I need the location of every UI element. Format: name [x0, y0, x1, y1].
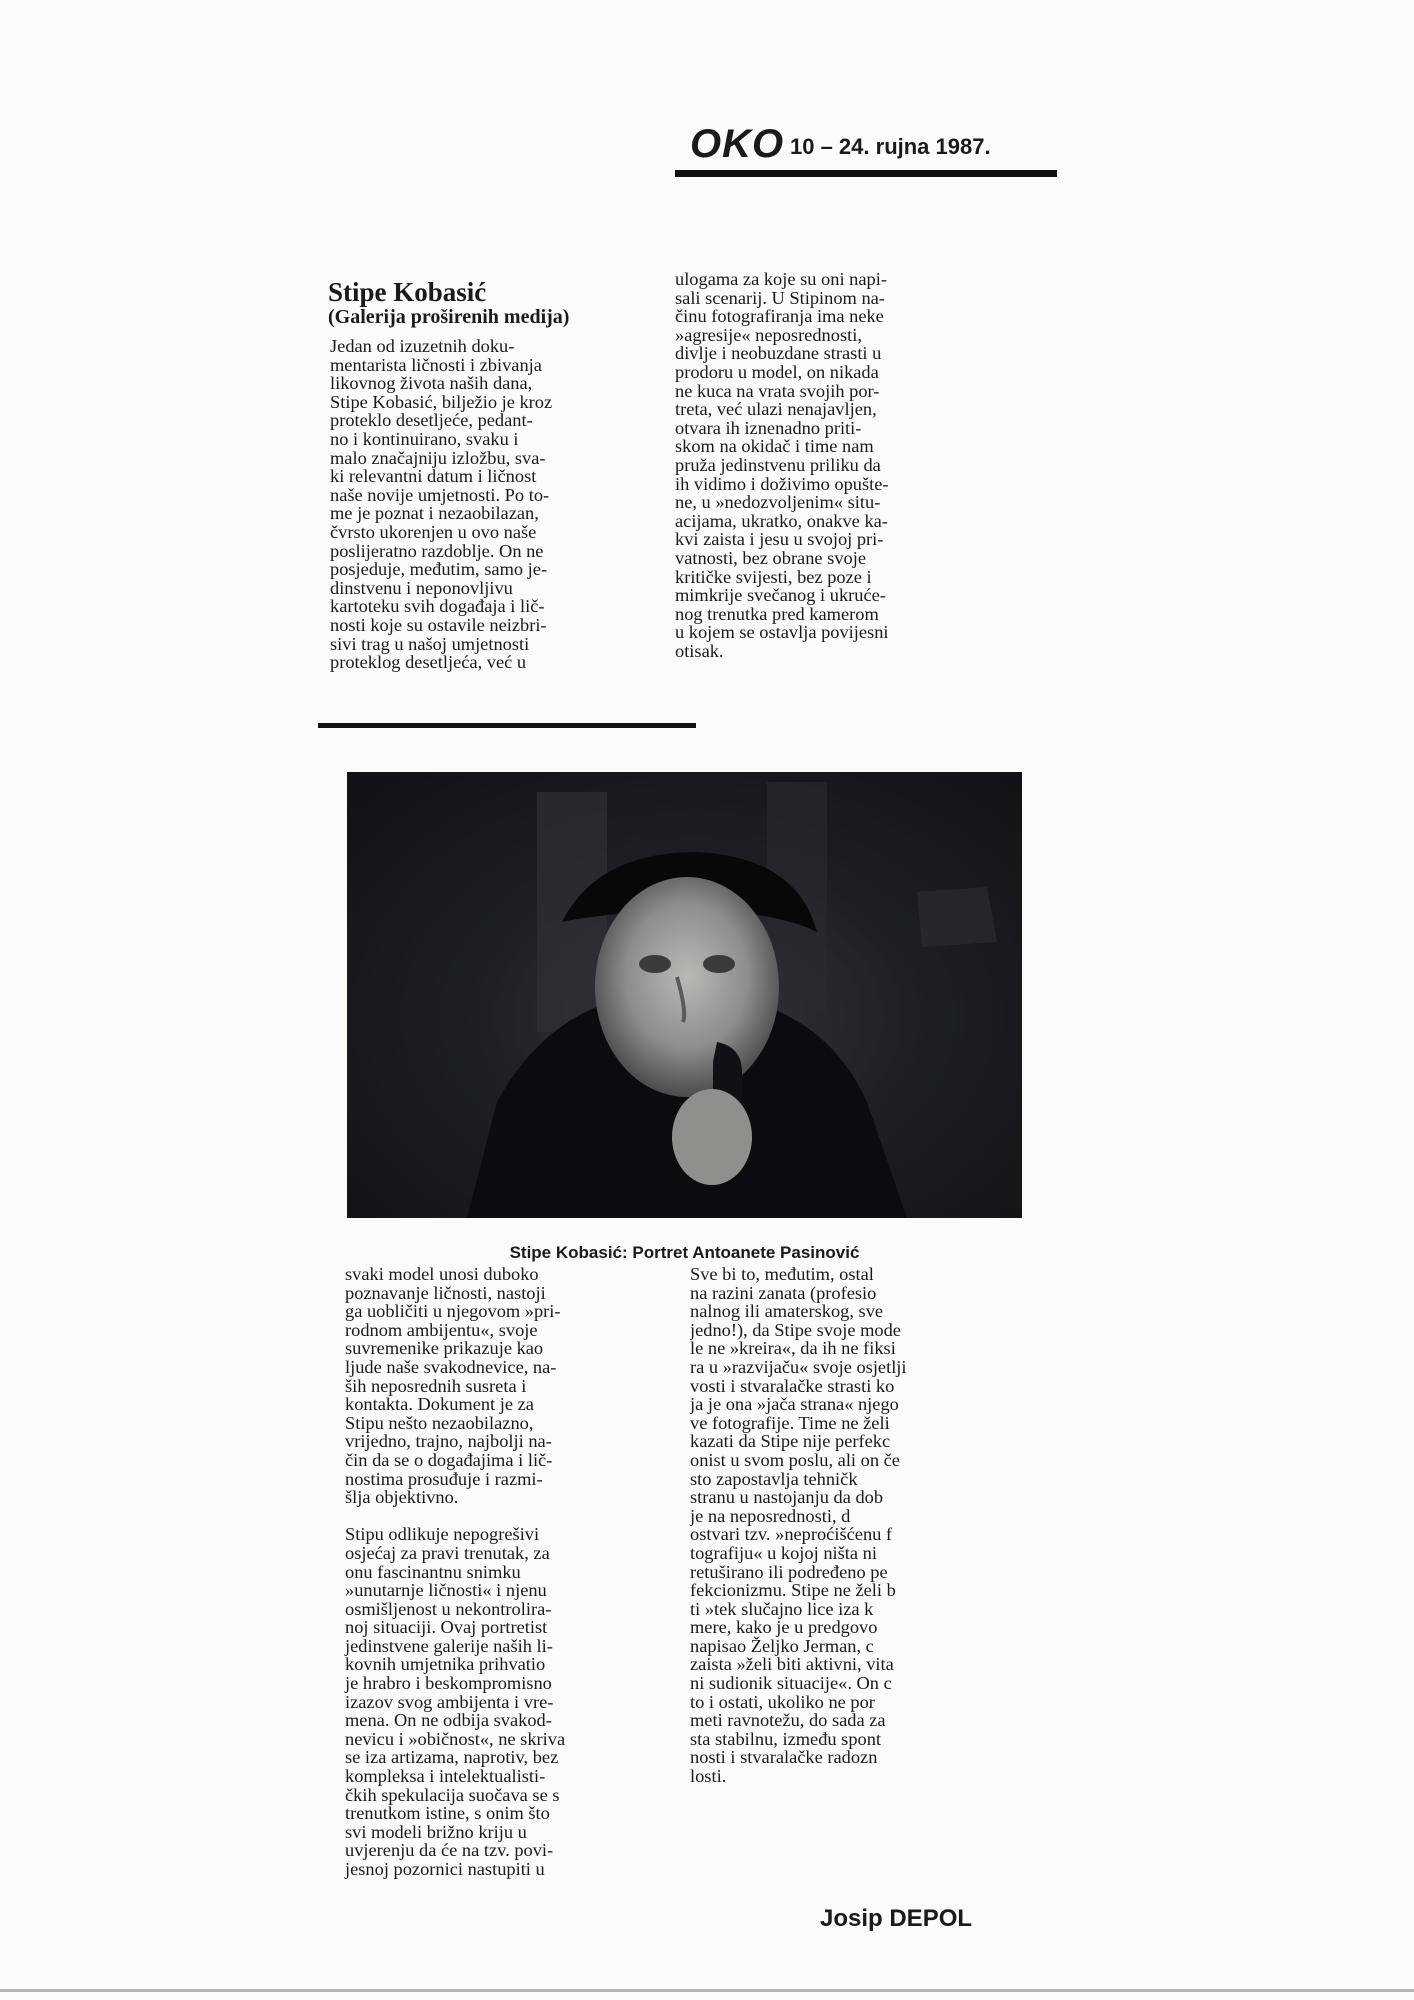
text-line: suvremenike prikazuje kao [345, 1338, 544, 1359]
text-column-3 [345, 1265, 670, 1879]
text-line: Stipe Kobasić, bilježio je kroz [330, 391, 553, 412]
text-line: tografiju« u kojoj ništa ni [690, 1542, 877, 1563]
text-line: Stipu nešto nezaobilazno, [345, 1412, 534, 1433]
text-line: sivi trag u našoj umjetnosti [330, 633, 530, 654]
text-line: šlja objektivno. [345, 1487, 459, 1508]
text-line: ga uobličiti u njegovom »pri- [345, 1301, 561, 1322]
text-line: trenutkom istine, s onim što [345, 1803, 550, 1824]
text-line: jesnoj pozornici nastupiti u [345, 1859, 545, 1879]
text-line: malo značajniju izložbu, sva- [330, 447, 546, 468]
text-line: je na neposrednosti, d [690, 1505, 851, 1526]
text-line: jedinstvene galerije naših li- [345, 1635, 553, 1656]
text-line: »agresije« neposrednosti, [675, 324, 862, 345]
text-line: kontakta. Dokument je za [345, 1394, 534, 1415]
text-line: čkih spekulacija suočava se s [345, 1784, 560, 1805]
text-line: »unutarnje ličnosti« i njenu [345, 1580, 547, 1601]
text-line: poslijeratno razdoblje. On ne [330, 540, 544, 561]
text-line: ve fotografije. Time ne želi [690, 1412, 890, 1433]
text-line: otvara ih iznenadno priti- [675, 417, 862, 438]
publication-name: OKO [690, 122, 785, 166]
text-line: prodoru u model, on nikada [675, 361, 879, 382]
text-line: uvjerenju da će na tzv. povi- [345, 1840, 554, 1861]
text-line: mere, kako je u predgovo [690, 1617, 878, 1638]
text-line: na razini zanata (profesio [690, 1282, 877, 1303]
text-line: losti. [690, 1766, 727, 1786]
text-line: pruža jedinstvenu priliku da [675, 454, 881, 475]
text-line: čvrsto ukorenjen u ovo naše [330, 521, 537, 542]
text-line: le ne »kreira«, da ih ne fiksi [690, 1338, 896, 1359]
text-line: ki relevantni datum i ličnost [330, 466, 537, 487]
portrait-photo [347, 772, 1022, 1218]
text-line: dinstvenu i neponovljivu [330, 577, 513, 598]
article-subtitle: (Galerija proširenih medija) [328, 306, 570, 328]
text-line: ni sudionik situacije«. On c [690, 1673, 892, 1694]
author-signature: Josip DEPOL [820, 1905, 973, 1932]
text-line: retuširano ili podređeno pe [690, 1561, 888, 1582]
text-line: u kojem se ostavlja povijesni [675, 622, 889, 643]
article-title: Stipe Kobasić [328, 277, 487, 307]
text-line: nosti i stvaralačke radozn [690, 1747, 878, 1768]
text-line: Sve bi to, međutim, ostal [690, 1265, 874, 1284]
text-line: vosti i stvaralačke strasti ko [690, 1375, 895, 1396]
text-line: svi modeli brižno kriju u [345, 1821, 527, 1842]
text-line: ra u »razvijaču« svoje osjetlji [690, 1356, 907, 1377]
text-line: kazati da Stipe nije perfekc [690, 1431, 891, 1452]
text-line: rodnom ambijentu«, svoje [345, 1319, 538, 1340]
text-line: ja je ona »jača strana« njego [690, 1394, 899, 1415]
text-line: nog trenutka pred kamerom [675, 603, 879, 624]
text-line: ih vidimo i doživimo opušte- [675, 473, 889, 494]
text-line: ne kuca na vrata svojih por- [675, 380, 880, 401]
text-line: onist u svom poslu, ali on če [690, 1449, 900, 1470]
text-line: skom na okidač i time nam [675, 436, 874, 457]
text-line: nostima prosuđuje i razmi- [345, 1468, 543, 1489]
text-line: vrijedno, trajno, najbolji na- [345, 1431, 552, 1452]
masthead [690, 124, 1050, 164]
text-line: to i ostati, ukoliko ne por [690, 1691, 875, 1712]
text-line: jedno!), da Stipe svoje mode [690, 1319, 901, 1340]
text-line: noj situaciji. Ovaj portretist [345, 1617, 548, 1638]
text-line: mentarista ličnosti i zbivanja [330, 354, 542, 375]
text-line: izazov svog ambijenta i vre- [345, 1691, 554, 1712]
issue-date: 10 – 24. rujna 1987. [790, 134, 991, 159]
text-column-2 [675, 270, 1000, 660]
text-line: kompleksa i intelektualisti- [345, 1766, 546, 1787]
text-line: kvi zaista i jesu u svojoj pri- [675, 529, 884, 550]
text-column-4 [690, 1265, 1005, 1786]
text-line: nalnog ili amaterskog, sve [690, 1301, 884, 1322]
text-line: vatnosti, bez obrane svoje [675, 547, 867, 568]
text-line: zaista »želi biti aktivni, vita [690, 1654, 894, 1675]
text-line: Jedan od izuzetnih doku- [330, 336, 515, 356]
text-line: stranu u nastojanju da dob [690, 1487, 884, 1508]
text-line: činu fotografiranja ima neke [675, 306, 884, 327]
text-line: osjećaj za pravi trenutak, za [345, 1542, 550, 1563]
text-line: acijama, ukratko, onakve ka- [675, 510, 888, 531]
text-line: osmišljenost u nekontrolira- [345, 1598, 552, 1619]
text-line: mimkrije svečanog i ukruće- [675, 585, 886, 606]
text-line: ulogama za koje su oni napi- [675, 269, 887, 289]
masthead-rule [675, 170, 1057, 177]
text-line: ših neposrednih susreta i [345, 1375, 527, 1396]
text-line: me je poznat i nezaobilazan, [330, 503, 539, 524]
text-line: sto zapostavlja tehničk [690, 1468, 858, 1489]
text-line: posjeduje, međutim, samo je- [330, 559, 548, 580]
page-edge-rule [0, 1989, 1414, 1992]
text-line: treta, već ulazi nenajavljen, [675, 399, 877, 420]
text-line: proteklog desetljeća, već u [330, 652, 527, 673]
column-rule [318, 723, 696, 728]
text-line: otisak. [675, 640, 724, 661]
text-line: čin da se o događajima i lič- [345, 1449, 553, 1470]
text-line: napisao Željko Jerman, c [690, 1635, 874, 1656]
text-line: ne, u »nedozvoljenim« situ- [675, 492, 881, 513]
text-line: naše novije umjetnosti. Po to- [330, 484, 550, 505]
text-line: onu fascinantnu snimku [345, 1561, 521, 1582]
text-line: je hrabro i beskompromisno [345, 1673, 552, 1694]
text-line: kovnih umjetnika prihvatio [345, 1654, 546, 1675]
text-line: no i kontinuirano, svaku i [330, 428, 519, 449]
text-line: divlje i neobuzdane strasti u [675, 343, 882, 364]
text-line: ljude naše svakodnevice, na- [345, 1356, 557, 1377]
text-line: kritičke svijesti, bez poze i [675, 566, 872, 587]
text-line: proteklo desetljeće, pedant- [330, 410, 533, 431]
text-line: ostvari tzv. »neproćišćenu f [690, 1524, 893, 1545]
text-line: ti »tek slučajno lice iza k [690, 1598, 874, 1619]
text-column-1 [330, 337, 655, 672]
text-line: Stipu odlikuje nepogrešivi [345, 1524, 540, 1545]
text-line: poznavanje ličnosti, nastoji [345, 1282, 546, 1303]
text-line: nosti koje su ostavile neizbri- [330, 614, 547, 635]
text-line: nevicu i »običnost«, ne skriva [345, 1728, 566, 1749]
text-line: se iza artizama, naprotiv, bez [345, 1747, 559, 1768]
text-line: kartoteku svih događaja i lič- [330, 596, 545, 617]
text-line: likovnog života naših dana, [330, 373, 533, 394]
text-line: meti ravnotežu, do sada za [690, 1710, 886, 1731]
text-line: sali scenarij. U Stipinom na- [675, 287, 885, 308]
text-line: svaki model unosi duboko [345, 1264, 539, 1284]
text-line: fekcionizmu. Stipe ne želi b [690, 1580, 896, 1601]
text-line: mena. On ne odbija svakod- [345, 1710, 552, 1731]
text-line [345, 1507, 670, 1526]
text-line: sta stabilnu, između spont [690, 1728, 882, 1749]
photo-caption: Stipe Kobasić: Portret Antoanete Pasinović [509, 1243, 860, 1262]
